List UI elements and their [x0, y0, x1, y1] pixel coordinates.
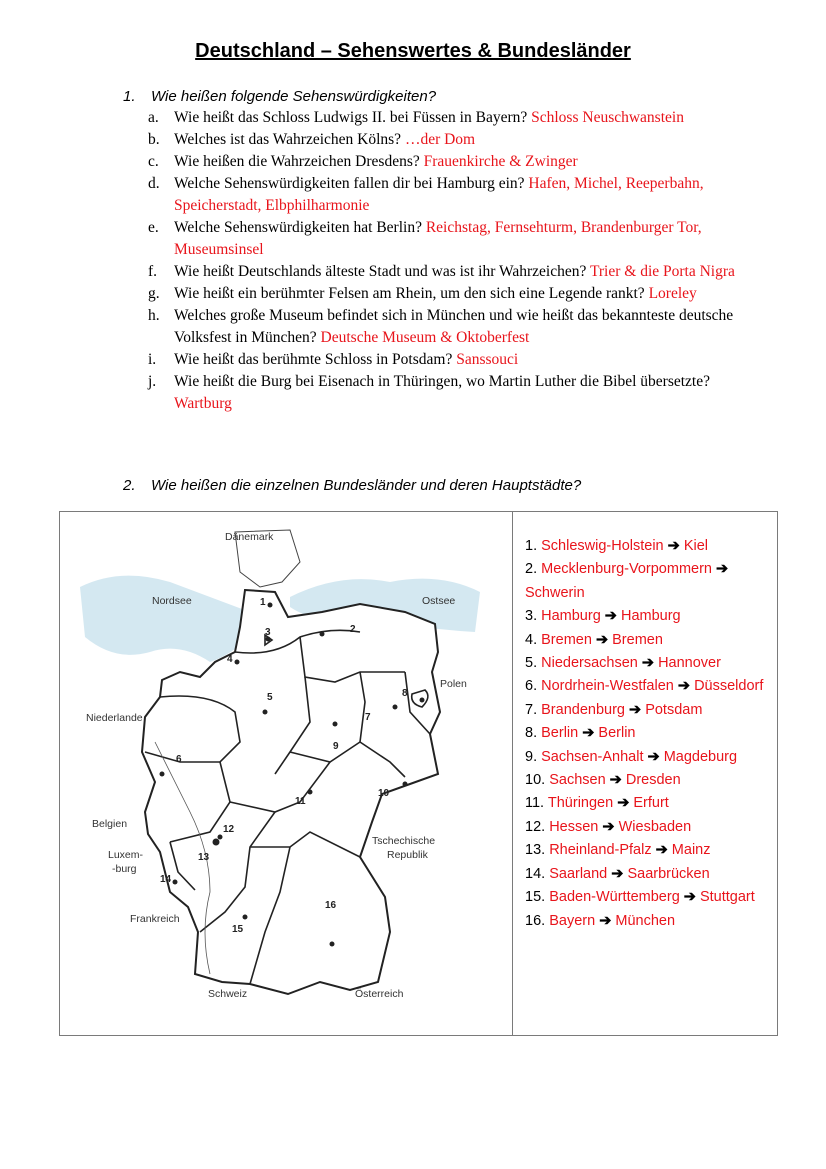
- label-schweiz: Schweiz: [208, 988, 248, 1000]
- question-item: [148, 283, 748, 305]
- state-name: Rheinland-Pfalz: [549, 842, 652, 859]
- arrow-icon: ➔: [602, 818, 615, 835]
- answer-text: Frauenkirche & Zwinger: [423, 153, 578, 170]
- state-name: Saarland: [549, 865, 608, 882]
- north-sea-shading: [80, 576, 260, 662]
- question-text: Wie heißt die Burg bei Eisenach in Thüringen, wo Martin Luther die Bibel übersetzte?: [174, 373, 710, 390]
- state-entry: [525, 792, 765, 815]
- arrow-icon: ➔: [647, 748, 660, 765]
- map-number: 6: [176, 754, 182, 765]
- state-number: 16.: [525, 912, 546, 929]
- arrow-icon: ➔: [629, 701, 642, 718]
- question-letter: d.: [148, 175, 160, 192]
- state-name: Schleswig-Holstein: [541, 538, 664, 554]
- state-number: 12.: [525, 818, 546, 835]
- label-frankreich: Frankreich: [130, 913, 180, 925]
- label-luxemburg-2: -burg: [112, 863, 137, 875]
- map-number: 8: [402, 688, 408, 699]
- answer-text: Wartburg: [174, 395, 232, 412]
- state-entry: [525, 675, 765, 698]
- answer-text: Deutsche Museum & Oktoberfest: [320, 329, 530, 346]
- state-number: 1.: [525, 538, 538, 554]
- state-number: 11.: [525, 795, 545, 812]
- question-text: Welches große Museum befindet sich in München und wie heißt das bekannteste deutsche Volksfest in München?: [174, 307, 734, 346]
- answer-text: Loreley: [648, 285, 697, 302]
- question-text: Welches ist das Wahrzeichen Kölns?: [174, 131, 405, 148]
- state-number: 7.: [525, 701, 538, 718]
- question-text: Wie heißt das berühmte Schloss in Potsdam?: [174, 351, 457, 368]
- state-name: Hamburg: [541, 608, 601, 625]
- arrow-icon: ➔: [677, 678, 691, 695]
- map-number: 3: [265, 627, 271, 638]
- state-name: Sachsen-Anhalt: [541, 748, 644, 765]
- state-name: Berlin: [541, 725, 579, 742]
- state-number: 15.: [525, 889, 546, 906]
- state-number: 14.: [525, 865, 546, 882]
- state-entry: [525, 699, 765, 722]
- arrow-icon: ➔: [609, 772, 622, 789]
- section2-heading: [123, 477, 581, 494]
- state-capital: Stuttgart: [699, 889, 755, 906]
- question-text: Wie heißen die Wahrzeichen Dresdens?: [174, 153, 424, 170]
- map-number: 15: [232, 924, 244, 935]
- question-letter: g.: [148, 285, 160, 302]
- question-letter: f.: [148, 263, 158, 280]
- arrow-icon: ➔: [582, 725, 595, 742]
- label-belgien: Belgien: [92, 818, 128, 830]
- state-capital: Hamburg: [620, 608, 681, 625]
- answer-text: Sanssouci: [456, 351, 519, 368]
- arrow-icon: ➔: [683, 889, 696, 906]
- state-name: Bayern: [549, 912, 596, 929]
- state-number: 3.: [525, 608, 538, 625]
- question-item: [148, 129, 748, 151]
- map-number: 5: [267, 692, 273, 703]
- state-entry: [525, 652, 765, 675]
- state-capital: Kiel: [683, 538, 709, 554]
- question-letter: c.: [148, 153, 159, 170]
- map-number: 12: [223, 824, 235, 835]
- state-number: 8.: [525, 725, 538, 742]
- question-item: [148, 261, 748, 283]
- map-number: 14: [160, 874, 172, 885]
- arrow-icon: ➔: [595, 631, 609, 648]
- state-capital: Magdeburg: [663, 748, 738, 765]
- map-number: 9: [333, 741, 339, 752]
- map-number: 2: [350, 624, 356, 635]
- state-capital: Dresden: [625, 772, 681, 789]
- question-text: Welche Sehenswürdigkeiten fallen dir bei Hamburg ein?: [174, 175, 529, 192]
- question-list: [148, 107, 748, 415]
- state-entry: [525, 816, 765, 839]
- label-oesterreich: Österreich: [355, 988, 404, 1000]
- question-text: Wie heißt das Schloss Ludwigs II. bei Füssen in Bayern?: [174, 109, 532, 126]
- arrow-icon: ➔: [655, 842, 668, 859]
- arrow-icon: ➔: [604, 608, 617, 625]
- arrow-icon: ➔: [716, 561, 729, 578]
- question-item: [148, 151, 748, 173]
- state-entry: [525, 863, 765, 886]
- question-letter: b.: [148, 131, 160, 148]
- state-number: 5.: [525, 655, 538, 672]
- section2-heading-text: Wie heißen die einzelnen Bundesländer und deren Hauptstädte?: [151, 477, 582, 494]
- label-daenemark: Dänemark: [225, 531, 274, 543]
- question-item: [148, 371, 748, 415]
- label-tschechien-2: Republik: [387, 849, 428, 861]
- map-number: 16: [325, 900, 337, 911]
- state-capital: Erfurt: [633, 795, 669, 812]
- state-number: 6.: [525, 678, 538, 695]
- page-title: Deutschland – Sehenswertes & Bundesländer: [195, 40, 631, 62]
- question-letter: a.: [148, 109, 159, 126]
- state-entry: [525, 629, 765, 652]
- states-table: [59, 511, 778, 1036]
- state-capital: München: [615, 912, 676, 929]
- section2-number: 2.: [123, 477, 136, 494]
- state-capital: Bremen: [612, 631, 663, 648]
- state-number: 4.: [525, 631, 538, 648]
- state-capital: Düsseldorf: [694, 678, 764, 695]
- table-divider: [512, 512, 513, 1035]
- state-entry: [525, 558, 765, 605]
- map-number: 4: [227, 654, 233, 665]
- section1-number: 1.: [123, 88, 136, 105]
- state-capital: Hannover: [658, 655, 721, 672]
- question-text: Wie heißt Deutschlands älteste Stadt und was ist ihr Wahrzeichen?: [174, 263, 590, 280]
- state-entry: [525, 886, 765, 909]
- label-tschechien-1: Tschechische: [372, 835, 436, 847]
- answer-text: Trier & die Porta Nigra: [589, 263, 735, 280]
- question-letter: i.: [148, 351, 157, 368]
- question-item: [148, 349, 748, 371]
- map-number: 13: [198, 852, 210, 863]
- question-letter: h.: [148, 307, 160, 324]
- state-name: Nordrhein-Westfalen: [541, 678, 674, 695]
- state-number: 10.: [525, 772, 546, 789]
- question-item: [148, 305, 748, 349]
- state-name: Sachsen: [549, 772, 606, 789]
- germany-map-drawing: [60, 512, 512, 1035]
- state-name: Hessen: [549, 818, 599, 835]
- state-capital: Schwerin: [525, 584, 585, 601]
- state-capital: Saarbrücken: [627, 865, 710, 882]
- state-name: Mecklenburg-Vorpommern: [541, 561, 712, 578]
- label-nordsee: Nordsee: [152, 595, 192, 607]
- label-niederlande: Niederlande: [86, 712, 143, 724]
- label-ostsee: Ostsee: [422, 595, 456, 607]
- arrow-icon: ➔: [617, 795, 630, 812]
- arrow-icon: ➔: [641, 655, 655, 672]
- state-name: Bremen: [541, 631, 592, 648]
- state-name: Thüringen: [547, 795, 614, 812]
- map-number: 11: [295, 796, 306, 807]
- state-capital: Berlin: [598, 725, 636, 742]
- arrow-icon: ➔: [667, 538, 680, 554]
- map-number: 10: [378, 788, 390, 799]
- state-number: 2.: [525, 561, 538, 578]
- state-name: Brandenburg: [541, 701, 625, 718]
- states-list: [525, 535, 765, 933]
- state-capital: Wiesbaden: [618, 818, 692, 835]
- arrow-icon: ➔: [599, 912, 612, 929]
- question-item: [148, 173, 748, 217]
- state-number: 13.: [525, 842, 546, 859]
- question-text: Wie heißt ein berühmter Felsen am Rhein, um den sich eine Legende rankt?: [174, 285, 649, 302]
- state-entry: [525, 746, 765, 769]
- question-item: [148, 217, 748, 261]
- section1-heading: [123, 88, 436, 105]
- state-entry: [525, 839, 765, 862]
- state-entry: [525, 722, 765, 745]
- state-number: 9.: [525, 748, 538, 765]
- map-number: 1: [260, 597, 266, 608]
- answer-text: Hafen, Michel, Reeperbahn, Speicherstadt, Elbphilharmonie: [174, 175, 704, 214]
- state-name: Niedersachsen: [541, 655, 638, 672]
- question-text: Welche Sehenswürdigkeiten hat Berlin?: [174, 219, 426, 236]
- state-entry: [525, 535, 765, 558]
- state-entry: [525, 605, 765, 628]
- state-name: Baden-Württemberg: [549, 889, 680, 906]
- question-item: [148, 107, 748, 129]
- answer-text: …der Dom: [404, 131, 476, 148]
- state-entry: [525, 910, 765, 933]
- state-entry: [525, 769, 765, 792]
- arrow-icon: ➔: [611, 865, 624, 882]
- answer-text: Reichstag, Fernsehturm, Brandenburger Tor, Museumsinsel: [174, 219, 702, 258]
- map-number: 7: [365, 712, 371, 723]
- section1-heading-text: Wie heißen folgende Sehenswürdigkeiten?: [151, 88, 437, 105]
- germany-map: [60, 512, 512, 1035]
- answer-text: Schloss Neuschwanstein: [531, 109, 684, 126]
- question-letter: e.: [148, 219, 159, 236]
- label-luxemburg-1: Luxem-: [108, 849, 144, 861]
- state-capital: Potsdam: [645, 701, 703, 718]
- state-capital: Mainz: [671, 842, 711, 859]
- question-letter: j.: [148, 373, 157, 390]
- label-polen: Polen: [440, 678, 467, 690]
